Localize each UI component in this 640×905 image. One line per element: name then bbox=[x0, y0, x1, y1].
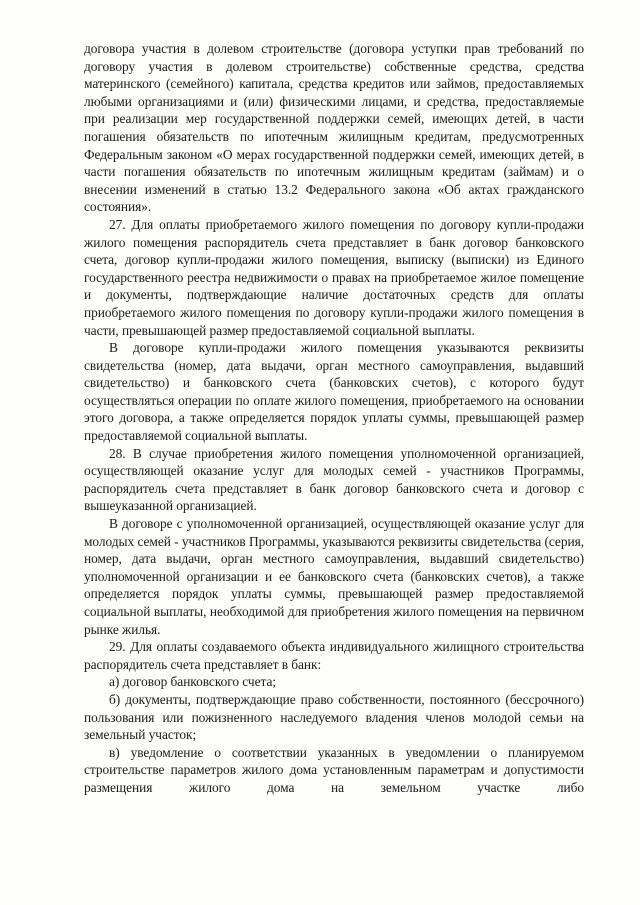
list-item-b: б) документы, подтверждающие право собственности, постоянного (бессрочного) пользования или пожизненного наследуемого владения членов молодой семьи на земельный участок; bbox=[84, 691, 584, 743]
paragraph-continuation: договора участия в долевом строительстве (договора уступки прав требований по договору участия в долевом строительстве) собственные средства, средства материнского (семейного) капитала, средства кредитов или займов, предоставляемых любыми организациями и (или) физическими лицами, и средства, предоставляемые при реализации мер государственной поддержки семей, имеющих детей, в части погашения обязательств по ипотечным жилищным кредитам, предусмотренных Федеральным законом «О мерах государственной поддержки семей, имеющих детей, в части погашения обязательств по ипотечным жилищным кредитам (займам) и о внесении изменений в статью 13.2 Федерального закона «Об актах гражданского состояния». bbox=[84, 41, 584, 215]
paragraph-28: 28. В случае приобретения жилого помещения уполномоченной организацией, осуществляющей оказание услуг для молодых семей - участников Программы, распорядитель счета представляет в банк договор банковского счета и договор с вышеуказанной организацией. bbox=[84, 445, 584, 514]
paragraph-27-contract-details: В договоре купли-продажи жилого помещения указываются реквизиты свидетельства (номер, дата выдачи, орган местного самоуправления, выдавший свидетельство) и банковского счета (банковских счетов), с которого будут осуществляться операции по оплате жилого помещения, приобретаемого на основании этого договора, а также определяется порядок уплаты суммы, превышающей размер предоставляемой социальной выплаты. bbox=[84, 340, 584, 444]
document-body bbox=[84, 40, 584, 797]
paragraph-29: 29. Для оплаты создаваемого объекта индивидуального жилищного строительства распорядитель счета представляет в банк: bbox=[84, 639, 584, 672]
list-item-a: а) договор банковского счета; bbox=[109, 674, 277, 690]
list-item-v: в) уведомление о соответствии указанных в уведомлении о планируемом строительстве параметров жилого дома установленным параметрам и допустимости размещения жилого дома на земельном участке либо bbox=[84, 744, 584, 795]
paragraph-27: 27. Для оплаты приобретаемого жилого помещения по договору купли-продажи жилого помещения распорядитель счета представляет в банк договор банковского счета, договор купли-продажи жилого помещения, выписку (выписки) из Единого государственного реестра недвижимости о правах на приобретаемое жилое помещение и документы, подтверждающие наличие достаточных средств для оплаты приобретаемого жилого помещения по договору купли-продажи жилого помещения в части, превышающей размер предоставляемой социальной выплаты. bbox=[84, 216, 584, 338]
paragraph-28-contract-details: В договоре с уполномоченной организацией, осуществляющей оказание услуг для молодых семей - участников Программы, указываются реквизиты свидетельства (серия, номер, дата выдачи, орган местного самоуправления, выдавший свидетельство) уполномоченной организации и ее банковского счета (банковских счетов), а также определяется порядок уплаты суммы, превышающей размер предоставляемой социальной выплаты, необходимой для приобретения жилого помещения на первичном рынке жилья. bbox=[84, 516, 584, 637]
